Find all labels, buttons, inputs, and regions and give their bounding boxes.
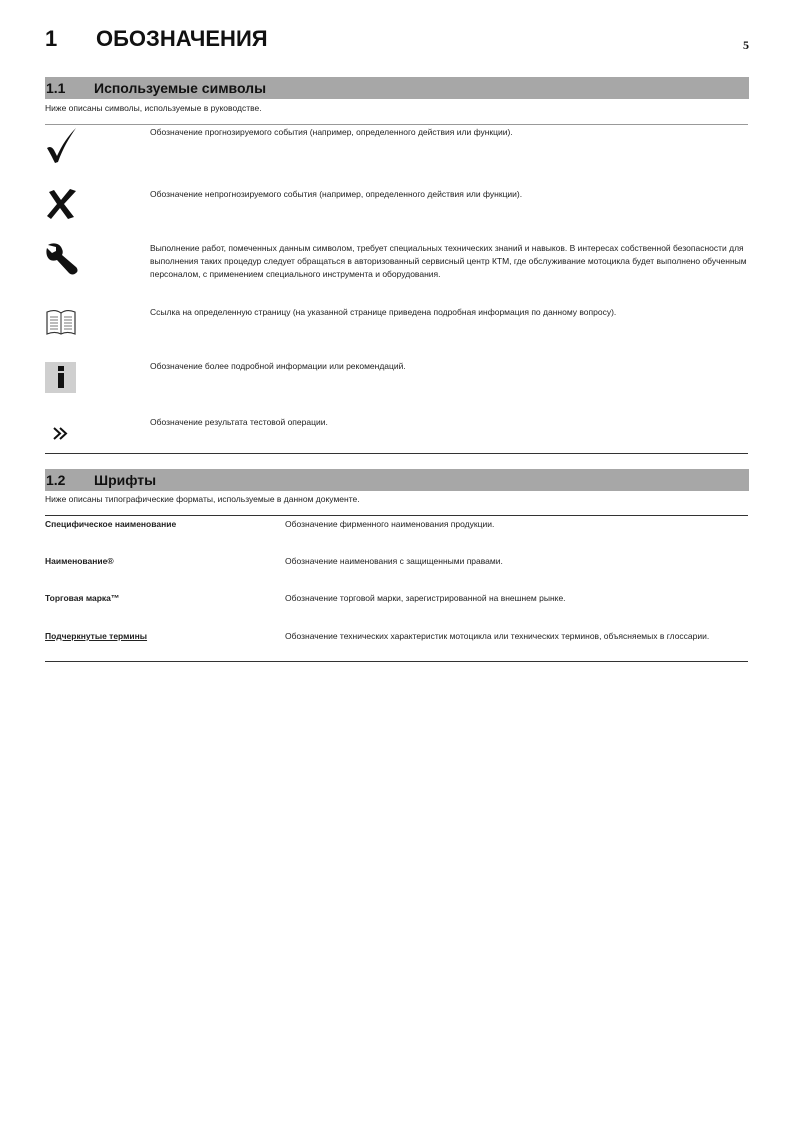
chapter-heading <box>45 26 268 52</box>
section-number: 1.1 <box>46 80 66 96</box>
section-title: Шрифты <box>94 472 157 488</box>
font-term: Специфическое наименование <box>45 519 177 529</box>
font-description: Обозначение технических характеристик мотоцикла или технических терминов, объясняемых в глоссарии. <box>285 631 710 641</box>
font-term: Наименование® <box>45 556 114 566</box>
symbol-description: Обозначение прогнозируемого события (например, определенного действия или функции). <box>150 127 513 137</box>
divider <box>45 453 748 454</box>
divider <box>45 124 748 125</box>
info-icon <box>45 360 85 400</box>
section-intro: Ниже описаны символы, используемые в руководстве. <box>45 103 262 113</box>
section-title: Используемые символы <box>94 80 267 96</box>
wrench-icon <box>45 242 85 282</box>
symbol-description: Ссылка на определенную страницу (на указанной странице приведена подробная информация по данному вопросу). <box>150 307 617 317</box>
section-intro: Ниже описаны типографические форматы, используемые в данном документе. <box>45 494 360 504</box>
chapter-number: 1 <box>45 26 58 51</box>
section-heading-fonts <box>45 469 749 491</box>
font-description: Обозначение наименования с защищенными правами. <box>285 556 503 566</box>
chapter-title: ОБОЗНАЧЕНИЯ <box>96 26 268 51</box>
section-heading-symbols <box>45 77 749 99</box>
symbol-description: Выполнение работ, помеченных данным символом, требует специальных технических знаний и навыков. В интересах собственной безопасности для выполнения таких процедур следует обращаться в авторизованный сервисный центр КТМ, где обслуживание мотоцикла будет выполнено обученным персоналом, с применением специального инструмента и оборудования. <box>150 243 747 279</box>
font-term: Торговая марка™ <box>45 593 120 603</box>
divider <box>45 661 748 662</box>
font-term: Подчеркнутые термины <box>45 631 148 641</box>
font-description: Обозначение фирменного наименования продукции. <box>285 519 495 529</box>
divider <box>45 515 748 516</box>
book-icon <box>45 306 85 346</box>
symbol-description: Обозначение результата тестовой операции. <box>150 417 328 427</box>
cross-icon <box>45 187 85 227</box>
double-chevron-icon <box>45 416 85 456</box>
checkmark-icon <box>45 126 85 166</box>
section-number: 1.2 <box>46 472 66 488</box>
symbol-description: Обозначение более подробной информации или рекомендаций. <box>150 361 406 371</box>
font-description: Обозначение торговой марки, зарегистрированной на внешнем рынке. <box>285 593 566 603</box>
page-number: 5 <box>743 38 749 52</box>
symbol-description: Обозначение непрогнозируемого события (например, определенного действия или функции). <box>150 189 523 199</box>
